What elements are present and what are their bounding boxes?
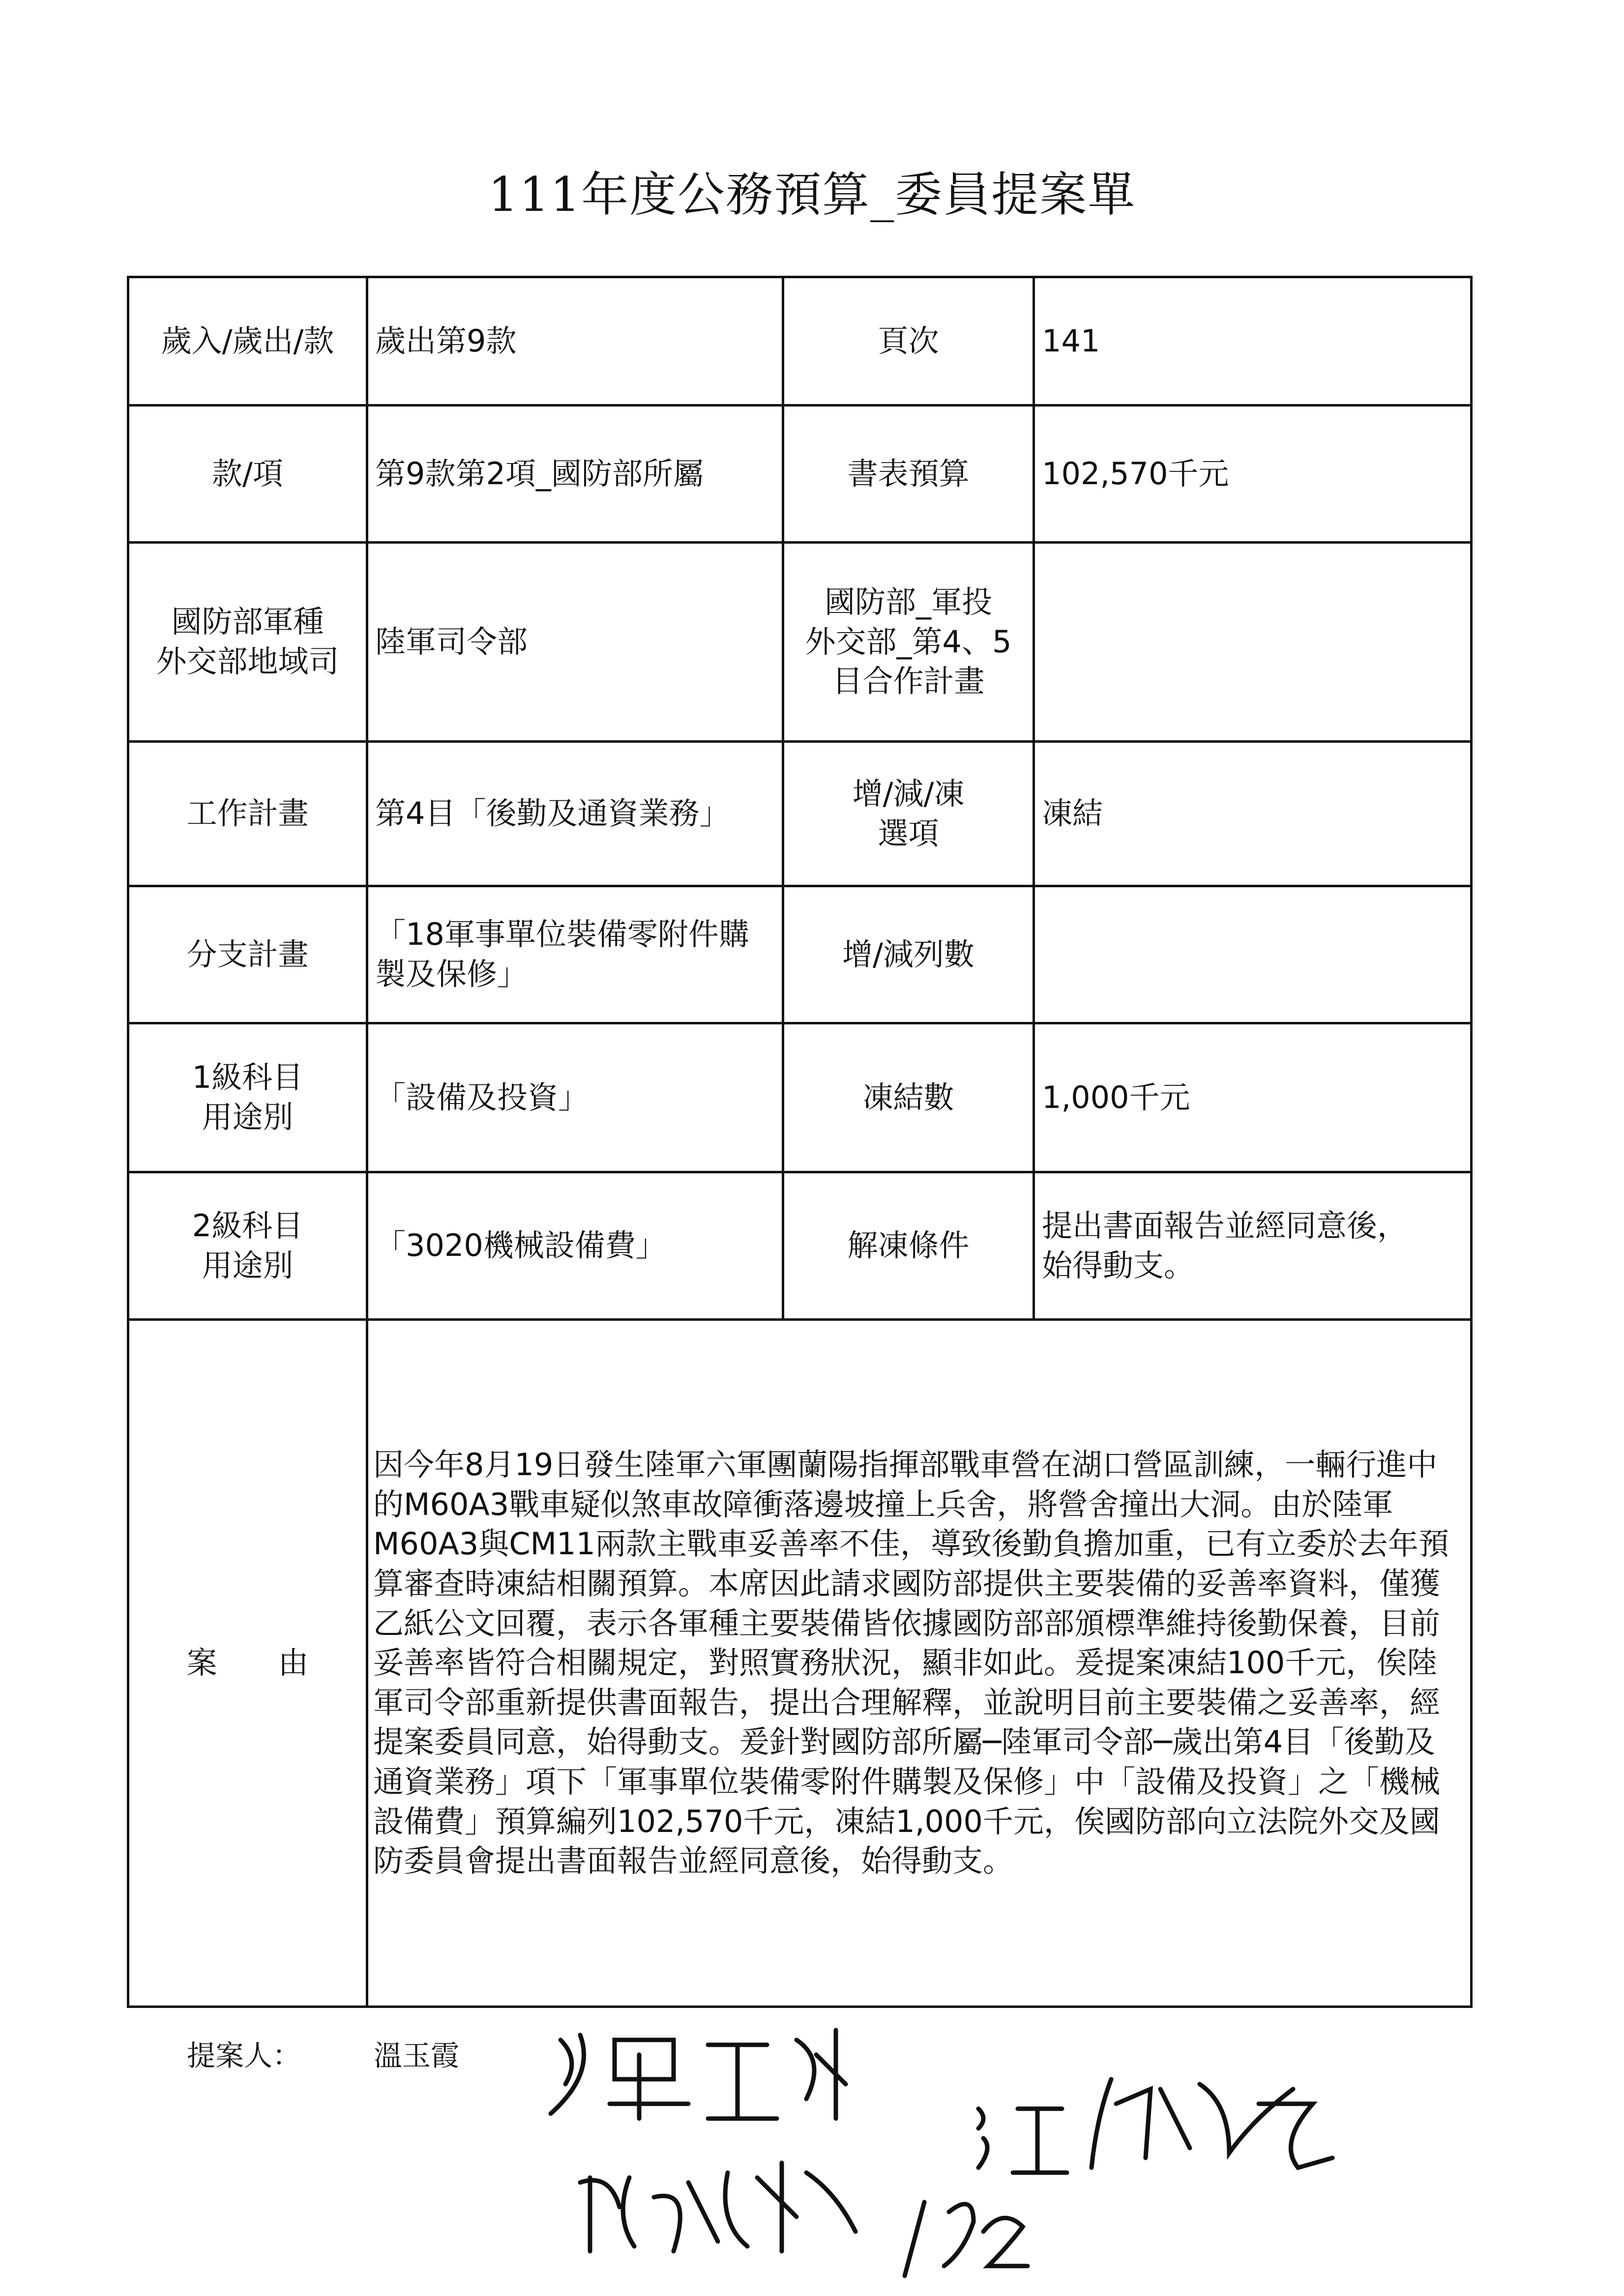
reason-label: 案 由 [128,1320,367,2007]
signature-2 [978,2079,1332,2173]
field-value: 「3020機械設備費」 [367,1172,783,1320]
signature-1 [551,2030,846,2119]
field-value: 凍結 [1034,742,1472,886]
reason-text: 因今年8月19日發生陸軍六軍團蘭陽指揮部戰車營在湖口營區訓練，一輛行進中的M60A3戰車疑似煞車故障衝落邊坡撞上兵舍，將營舍撞出大洞。由於陸軍M60A3與CM11兩款主戰車妥善率不佳，導致後勤負擔加重，已有立委於去年預算審查時凍結相關預算。本席因此請求國防部提供主要裝備的妥善率資料，僅獲乙紙公文回覆，表示各軍種主要裝備皆依據國防部部頒標準維持後勤保養，目前妥善率皆符合相關規定，對照實務狀況，顯非如此。爰提案凍結100千元，俟陸軍司令部重新提供書面報告，提出合理解釋，並說明目前主要裝備之妥善率，經提案委員同意，始得動支。爰針對國防部所屬─陸軍司令部─歲出第4目「後勤及通資業務」項下「軍事單位裝備零附件購製及保修」中「設備及投資」之「機械設備費」預算編列102,570千元，凍結1,000千元，俟國防部向立法院外交及國防委員會提出書面報告並經同意後，始得動支。 [367,1320,1472,2007]
field-value: 141 [1034,277,1472,406]
field-value: 「設備及投資」 [367,1023,783,1172]
field-value: 陸軍司令部 [367,543,783,742]
field-value: 第9款第2項_國防部所屬 [367,406,783,543]
field-label: 增/減/凍 選項 [783,742,1034,886]
field-value: 提出書面報告並經同意後， 始得動支。 [1034,1172,1472,1320]
field-label: 頁次 [783,277,1034,406]
proposer-label: 提案人： [187,2039,301,2072]
field-label: 解凍條件 [783,1172,1034,1320]
field-label: 款/項 [128,406,367,543]
field-label: 凍結數 [783,1023,1034,1172]
page-title: 111年度公務預算_委員提案單 [488,167,1136,222]
proposer-name: 溫玉霞 [374,2039,460,2072]
field-label: 書表預算 [783,406,1034,543]
field-value: 「18軍事單位裝備零附件購 製及保修」 [367,886,783,1023]
field-value: 歲出第9款 [367,277,783,406]
field-label: 增/減列數 [783,886,1034,1023]
signature-3 [580,2163,856,2251]
field-label: 國防部_軍投 外交部_第4、5 目合作計畫 [783,543,1034,742]
signature-4-number [905,2202,1028,2276]
field-label: 工作計畫 [128,742,367,886]
field-value: 第4目「後勤及通資業務」 [367,742,783,886]
field-value: 1,000千元 [1034,1023,1472,1172]
field-value: 102,570千元 [1034,406,1472,543]
field-label: 1級科目 用途別 [128,1023,367,1172]
field-label: 國防部軍種 外交部地域司 [128,543,367,742]
field-label: 2級科目 用途別 [128,1172,367,1320]
field-label: 分支計畫 [128,886,367,1023]
field-label: 歲入/歲出/款 [128,277,367,406]
